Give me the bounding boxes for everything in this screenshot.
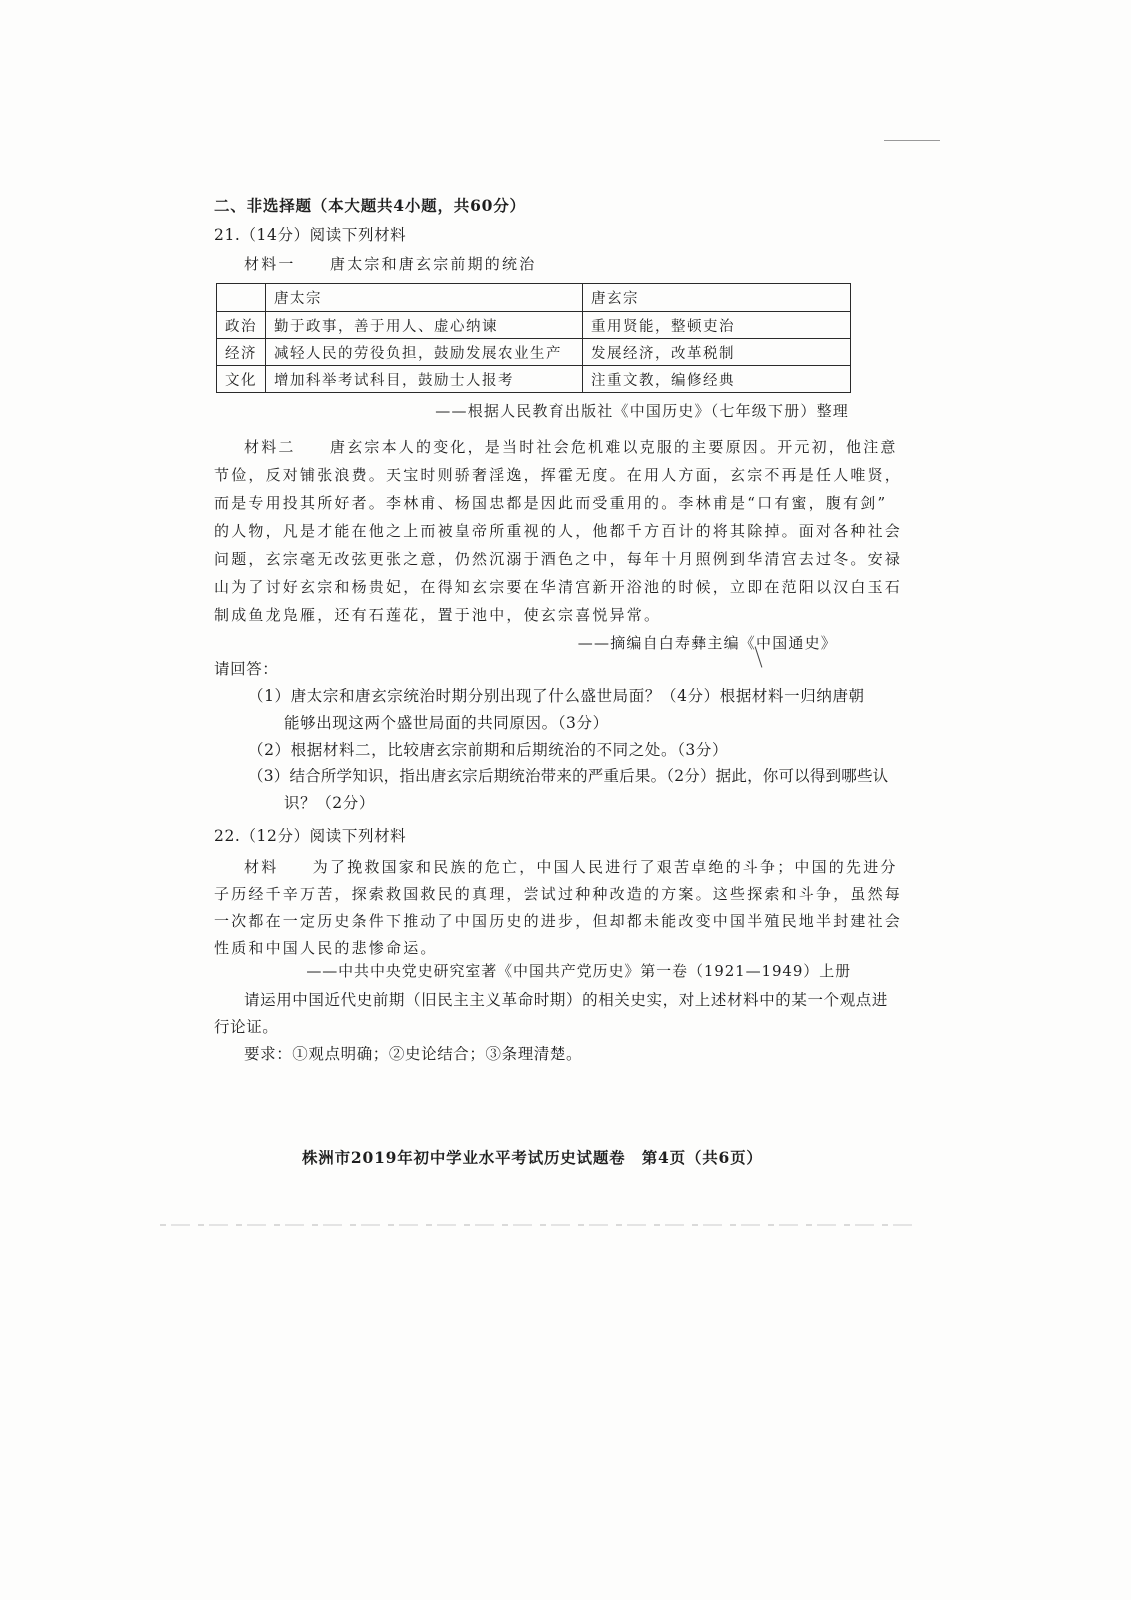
material-1-source: ——根据人民教育出版社《中国历史》（七年级下册）整理: [435, 402, 849, 420]
question-line: （1）唐太宗和唐玄宗统治时期分别出现了什么盛世局面？（4分）根据材料一归纳唐朝: [248, 687, 865, 705]
table-cell: 勤于政事，善于用人、虚心纳谏: [266, 312, 583, 339]
material-1-title: 材料一 唐太宗和唐玄宗前期的统治: [244, 255, 537, 273]
q22-material-line: 子历经千辛万苦，探索救国救民的真理，尝试过种种改造的方案。这些探索和斗争，虽然每: [214, 885, 903, 903]
material-2-line: 而是专用投其所好者。李林甫、杨国忠都是因此而受重用的。李林甫是“口有蜜，腹有剑”: [214, 494, 888, 512]
table-header-row: [217, 284, 851, 312]
material-2-line: 问题，玄宗毫无改弦更张之意，仍然沉溺于酒色之中，每年十月照例到华清宫去过冬。安禄: [214, 550, 903, 568]
table-cell: 增加科举考试科目，鼓励士人报考: [266, 366, 583, 393]
question-line: 识？（2分）: [284, 794, 375, 812]
table-cell: 经济: [217, 339, 266, 366]
q22-instruction-line: 请运用中国近代史前期（旧民主主义革命时期）的相关史实，对上述材料中的某一个观点进: [244, 991, 889, 1009]
material-1-table: [216, 283, 851, 393]
q22-heading: 22.（12分）阅读下列材料: [214, 827, 407, 845]
q21-heading: 21.（14分）阅读下列材料: [214, 226, 407, 244]
q22-material-line: 性质和中国人民的悲惨命运。: [214, 939, 438, 957]
material-2-line: 的人物，凡是才能在他之上而被皇帝所重视的人，他都千方百计的将其除掉。面对各种社会: [214, 522, 903, 540]
q22-material-line: 材料 为了挽救国家和民族的危亡，中国人民进行了艰苦卓绝的斗争；中国的先进分: [244, 858, 898, 876]
table-cell: 注重文教，编修经典: [583, 366, 851, 393]
table-cell: 文化: [217, 366, 266, 393]
table-cell: 政治: [217, 312, 266, 339]
material-2-line: 制成鱼龙凫雁，还有石莲花，置于池中，使玄宗喜悦异常。: [214, 606, 662, 624]
scan-noise-strip: [160, 1224, 920, 1226]
table-row: [217, 366, 851, 393]
material-2-source: ——摘编自白寿彝主编《中国通史》: [577, 634, 837, 652]
q22-material-line: 一次都在一定历史条件下推动了中国历史的进步，但却都未能改变中国半殖民地半封建社会: [214, 912, 903, 930]
q22-material-source: ——中共中央党史研究室著《中国共产党历史》第一卷（1921—1949）上册: [306, 962, 851, 980]
answer-prompt: 请回答：: [214, 660, 279, 678]
table-row: [217, 339, 851, 366]
question-line: （2）根据材料二，比较唐玄宗前期和后期统治的不同之处。（3分）: [248, 741, 729, 759]
question-line: 能够出现这两个盛世局面的共同原因。（3分）: [284, 714, 609, 732]
page-footer: 株洲市2019年初中学业水平考试历史试题卷 第4页（共6页）: [302, 1148, 763, 1167]
section-title: 二、非选择题（本大题共4小题，共60分）: [214, 196, 526, 215]
table-header-cell: 唐太宗: [266, 284, 583, 312]
table-cell: 重用贤能，整顿吏治: [583, 312, 851, 339]
table-header-cell: [217, 284, 266, 312]
table-row: [217, 312, 851, 339]
material-2-line: 材料二 唐玄宗本人的变化，是当时社会危机难以克服的主要原因。开元初，他注意: [244, 438, 898, 456]
q22-instruction-line: 行论证。: [214, 1018, 279, 1036]
table-cell: 发展经济，改革税制: [583, 339, 851, 366]
q22-requirements: 要求：①观点明确；②史论结合；③条理清楚。: [244, 1045, 583, 1063]
material-2-line: 节俭，反对铺张浪费。天宝时则骄奢淫逸，挥霍无度。在用人方面，玄宗不再是任人唯贤，: [214, 466, 903, 484]
question-line: （3）结合所学知识，指出唐玄宗后期统治带来的严重后果。（2分）据此，你可以得到哪些认: [248, 767, 889, 785]
scan-mark-top-right: [884, 140, 940, 141]
table-header-cell: 唐玄宗: [583, 284, 851, 312]
table-cell: 减轻人民的劳役负担，鼓励发展农业生产: [266, 339, 583, 366]
material-2-line: 山为了讨好玄宗和杨贵妃，在得知玄宗要在华清宫新开浴池的时候，立即在范阳以汉白玉石: [214, 578, 903, 596]
